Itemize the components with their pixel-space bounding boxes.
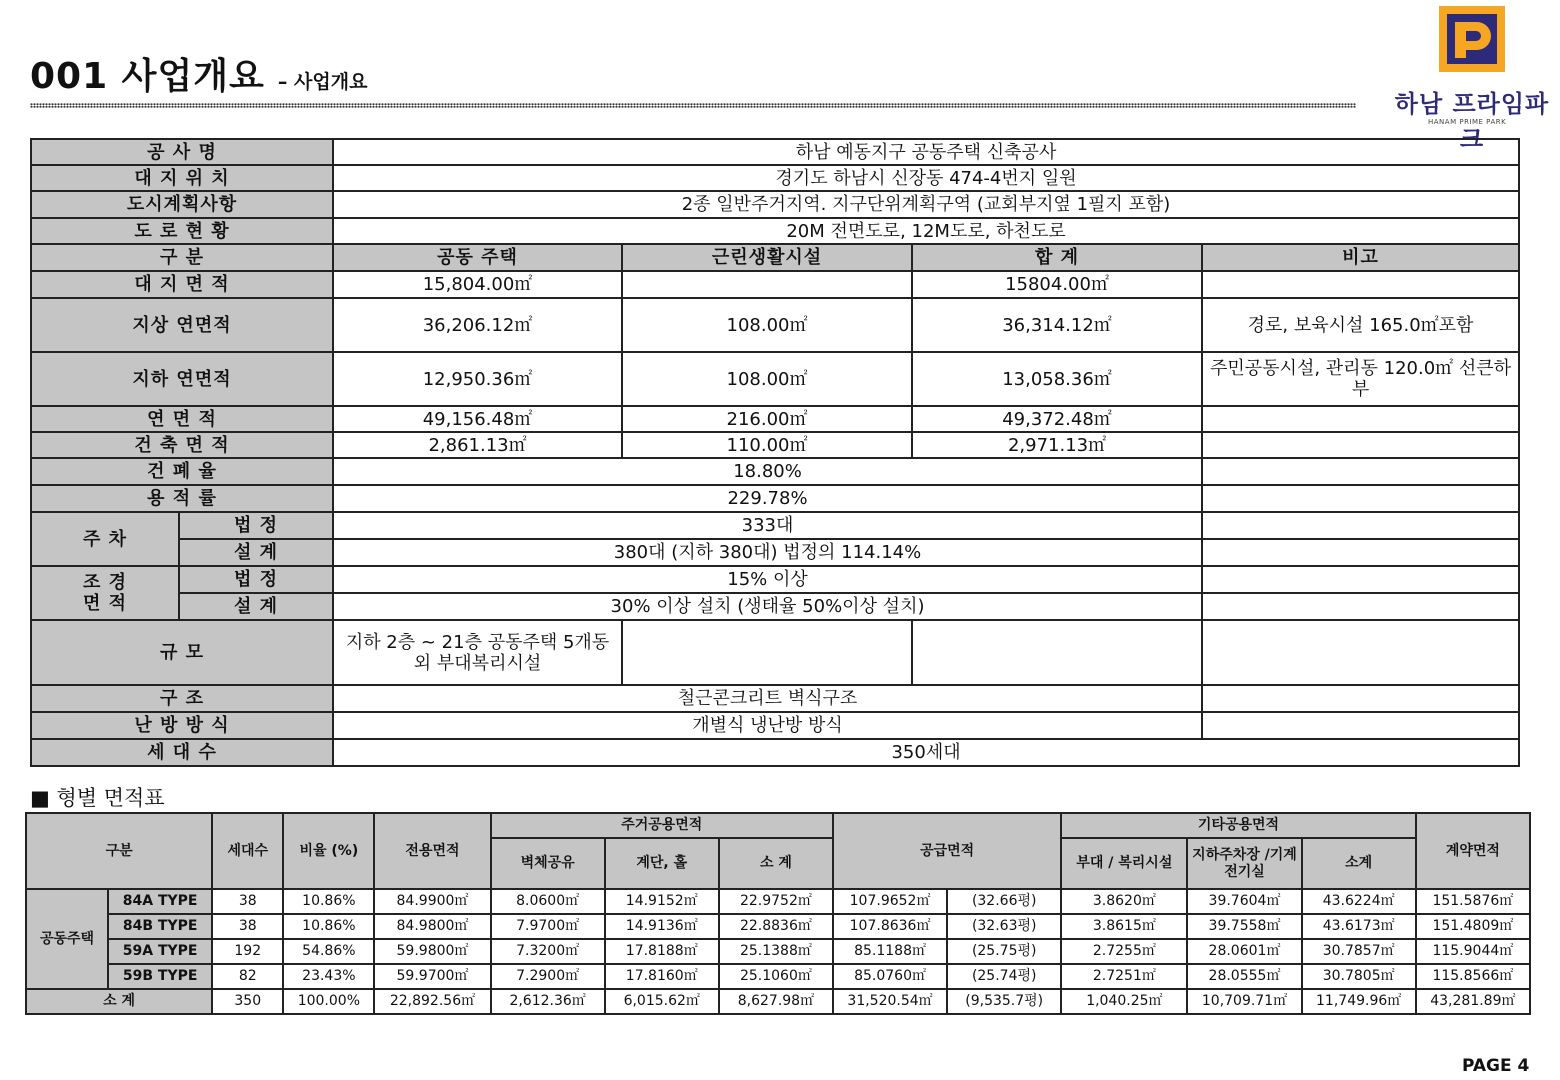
cell: 107.8636㎡ (833, 914, 947, 939)
cell: 25.1388㎡ (719, 939, 833, 964)
cell: 17.8188㎡ (605, 939, 719, 964)
row-sublabel: 법 정 (179, 512, 333, 539)
page-title: 001 사업개요 (30, 56, 265, 97)
site-location: 경기도 하남시 신장동 474-4번지 일원 (333, 165, 1519, 191)
logo-name: 하남 프라임파크 (1394, 90, 1550, 153)
logo-mark-icon (1439, 6, 1505, 72)
table-row (31, 539, 1519, 566)
table-row (26, 964, 1530, 989)
col-header: 소 계 (719, 838, 833, 889)
table-row (31, 620, 1519, 685)
cell: 15,804.00㎡ (333, 271, 622, 298)
cell: 38 (212, 889, 283, 914)
table-row (31, 271, 1519, 298)
table-row (31, 566, 1519, 593)
cell: 31,520.54㎡ (833, 989, 947, 1014)
row-sublabel: 법 정 (179, 566, 333, 593)
col-header: 주거공용면적 (491, 813, 833, 838)
row-label: 도 로 현 황 (31, 218, 333, 244)
col-header: 전용면적 (374, 813, 490, 889)
cell (1202, 685, 1519, 712)
cell: 192 (212, 939, 283, 964)
type-label: 84B TYPE (108, 914, 212, 939)
cell: (32.66평) (947, 889, 1061, 914)
cell: 12,950.36㎡ (333, 352, 622, 406)
row-label: 용 적 률 (31, 485, 333, 512)
page-subtitle: – 사업개요 (277, 71, 368, 93)
road-status: 20M 전면도로, 12M도로, 하천도로 (333, 218, 1519, 244)
col-header: 기타공용면적 (1061, 813, 1415, 838)
cell: 개별식 냉난방 방식 (333, 712, 1202, 739)
type-label: 59A TYPE (108, 939, 212, 964)
cell: 7.9700㎡ (491, 914, 605, 939)
cell: 17.8160㎡ (605, 964, 719, 989)
total-label: 소 계 (26, 989, 212, 1014)
brand-logo (1384, 6, 1560, 153)
row-label: 연 면 적 (31, 406, 333, 432)
cell: 85.0760㎡ (833, 964, 947, 989)
row-label: 대 지 면 적 (31, 271, 333, 298)
cell: 18.80% (333, 458, 1202, 485)
cell (1202, 406, 1519, 432)
table-row (31, 406, 1519, 432)
table-row (31, 458, 1519, 485)
table-row (31, 244, 1519, 271)
cell: (32.63평) (947, 914, 1061, 939)
table-row (31, 485, 1519, 512)
cell: 30% 이상 설치 (생태율 50%이상 설치) (333, 593, 1202, 620)
table-row (31, 352, 1519, 406)
table-row (31, 739, 1519, 766)
cell: 10,709.71㎡ (1187, 989, 1301, 1014)
cell (1202, 458, 1519, 485)
row-label: 대 지 위 치 (31, 165, 333, 191)
cell: 철근콘크리트 벽식구조 (333, 685, 1202, 712)
cell: 151.5876㎡ (1416, 889, 1530, 914)
row-label: 지하 연면적 (31, 352, 333, 406)
cell: 3.8615㎡ (1061, 914, 1187, 939)
header-divider (30, 103, 1356, 108)
cell: 59.9800㎡ (374, 939, 490, 964)
cell: 15% 이상 (333, 566, 1202, 593)
table-row (31, 165, 1519, 191)
cell: 229.78% (333, 485, 1202, 512)
cell: 85.1188㎡ (833, 939, 947, 964)
row-sublabel: 설 계 (179, 593, 333, 620)
cell: 107.9652㎡ (833, 889, 947, 914)
cell: (25.74평) (947, 964, 1061, 989)
cell: 22,892.56㎡ (374, 989, 490, 1014)
type-label: 84A TYPE (108, 889, 212, 914)
cell: 15804.00㎡ (912, 271, 1202, 298)
cell: 82 (212, 964, 283, 989)
col-header: 비율 (%) (283, 813, 374, 889)
cell (1202, 712, 1519, 739)
cell: 주민공동시설, 관리동 120.0㎡ 선큰하부 (1202, 352, 1519, 406)
cell: 59.9700㎡ (374, 964, 490, 989)
urban-planning: 2종 일반주거지역. 지구단위계획구역 (교회부지옆 1필지 포함) (333, 191, 1519, 218)
col-header: 공급면적 (833, 813, 1061, 889)
cell: 49,372.48㎡ (912, 406, 1202, 432)
cell: 115.8566㎡ (1416, 964, 1530, 989)
table-row (31, 512, 1519, 539)
row-label: 공 사 명 (31, 139, 333, 165)
cell: 216.00㎡ (622, 406, 912, 432)
cell: 10.86% (283, 914, 374, 939)
row-label: 도시계획사항 (31, 191, 333, 218)
table-row (26, 914, 1530, 939)
table-row (31, 191, 1519, 218)
cell (1202, 593, 1519, 620)
cell: 6,015.62㎡ (605, 989, 719, 1014)
header-row (26, 813, 1530, 838)
cell: 151.4809㎡ (1416, 914, 1530, 939)
cell: 30.7805㎡ (1302, 964, 1416, 989)
table-row (31, 432, 1519, 458)
cell: 115.9044㎡ (1416, 939, 1530, 964)
cell: 23.43% (283, 964, 374, 989)
cell: 13,058.36㎡ (912, 352, 1202, 406)
cell: 39.7604㎡ (1187, 889, 1301, 914)
table-row (31, 712, 1519, 739)
cell: 지하 2층 ~ 21층 공동주택 5개동 외 부대복리시설 (333, 620, 622, 685)
section-title: ■ 형별 면적표 (30, 786, 165, 810)
table-row (31, 139, 1519, 165)
cell: 84.9800㎡ (374, 914, 490, 939)
cell: 11,749.96㎡ (1302, 989, 1416, 1014)
table-row (31, 593, 1519, 620)
cell: 380대 (지하 380대) 법정의 114.14% (333, 539, 1202, 566)
cell: 22.9752㎡ (719, 889, 833, 914)
cell: 333대 (333, 512, 1202, 539)
cell: 경로, 보육시설 165.0㎡포함 (1202, 298, 1519, 352)
cell: 110.00㎡ (622, 432, 912, 458)
cell: 8,627.98㎡ (719, 989, 833, 1014)
cell (1202, 512, 1519, 539)
row-sublabel: 설 계 (179, 539, 333, 566)
cell (1202, 432, 1519, 458)
col-header: 부대 / 복리시설 (1061, 838, 1187, 889)
table-row (26, 889, 1530, 914)
cell (1202, 620, 1519, 685)
cell: 38 (212, 914, 283, 939)
cell: 14.9136㎡ (605, 914, 719, 939)
type-area-table (25, 812, 1531, 1015)
table-row (26, 939, 1530, 964)
row-label: 건 폐 율 (31, 458, 333, 485)
row-label: 난 방 방 식 (31, 712, 333, 739)
overview-table (30, 138, 1520, 767)
cell (912, 620, 1202, 685)
cell: 28.0601㎡ (1187, 939, 1301, 964)
row-label: 주 차 (31, 512, 179, 566)
col-header: 계약면적 (1416, 813, 1530, 889)
cell: 3.8620㎡ (1061, 889, 1187, 914)
group-label: 공동주택 (26, 889, 108, 989)
cell: 43.6224㎡ (1302, 889, 1416, 914)
col-header: 세대수 (212, 813, 283, 889)
cell: 84.9900㎡ (374, 889, 490, 914)
row-label: 건 축 면 적 (31, 432, 333, 458)
cell: 43.6173㎡ (1302, 914, 1416, 939)
logo-english: HANAM PRIME PARK (1428, 118, 1507, 126)
col-header: 구분 (26, 813, 212, 889)
col-header: 비고 (1202, 244, 1519, 271)
cell: 30.7857㎡ (1302, 939, 1416, 964)
cell: 108.00㎡ (622, 298, 912, 352)
cell: 350 (212, 989, 283, 1014)
project-name: 하남 예동지구 공동주택 신축공사 (333, 139, 1519, 165)
col-header: 공동 주택 (333, 244, 622, 271)
col-header: 지하주차장 /기계전기실 (1187, 838, 1301, 889)
cell (622, 620, 912, 685)
cell: 49,156.48㎡ (333, 406, 622, 432)
cell: 2.7251㎡ (1061, 964, 1187, 989)
page-header (30, 48, 367, 99)
total-row (26, 989, 1530, 1014)
row-label: 규 모 (31, 620, 333, 685)
cell (1202, 271, 1519, 298)
cell: 2,612.36㎡ (491, 989, 605, 1014)
cell: 7.3200㎡ (491, 939, 605, 964)
col-header: 근린생활시설 (622, 244, 912, 271)
cell: 25.1060㎡ (719, 964, 833, 989)
cell: 100.00% (283, 989, 374, 1014)
cell: 2,971.13㎡ (912, 432, 1202, 458)
cell: 36,206.12㎡ (333, 298, 622, 352)
row-label: 지상 연면적 (31, 298, 333, 352)
cell: 39.7558㎡ (1187, 914, 1301, 939)
row-label: 조 경 면 적 (31, 566, 179, 620)
cell: 54.86% (283, 939, 374, 964)
cell: 2.7255㎡ (1061, 939, 1187, 964)
cell (1202, 539, 1519, 566)
cell: 28.0555㎡ (1187, 964, 1301, 989)
cell: 108.00㎡ (622, 352, 912, 406)
cell: 350세대 (333, 739, 1519, 766)
table-row (31, 218, 1519, 244)
type-label: 59B TYPE (108, 964, 212, 989)
cell (622, 271, 912, 298)
table-row (31, 685, 1519, 712)
col-header: 합 계 (912, 244, 1202, 271)
cell: (25.75평) (947, 939, 1061, 964)
cell: 8.0600㎡ (491, 889, 605, 914)
col-header: 계단, 홀 (605, 838, 719, 889)
table-row (31, 298, 1519, 352)
page-number: PAGE 4 (1462, 1056, 1530, 1076)
col-header: 벽체공유 (491, 838, 605, 889)
row-label: 세 대 수 (31, 739, 333, 766)
cell: 10.86% (283, 889, 374, 914)
cell: 2,861.13㎡ (333, 432, 622, 458)
col-header: 소계 (1302, 838, 1416, 889)
cell: 14.9152㎡ (605, 889, 719, 914)
cell: 7.2900㎡ (491, 964, 605, 989)
cell (1202, 566, 1519, 593)
cell: (9,535.7평) (947, 989, 1061, 1014)
cell: 1,040.25㎡ (1061, 989, 1187, 1014)
cell: 43,281.89㎡ (1416, 989, 1530, 1014)
row-label: 구 분 (31, 244, 333, 271)
cell: 22.8836㎡ (719, 914, 833, 939)
cell: 36,314.12㎡ (912, 298, 1202, 352)
cell (1202, 485, 1519, 512)
row-label: 구 조 (31, 685, 333, 712)
